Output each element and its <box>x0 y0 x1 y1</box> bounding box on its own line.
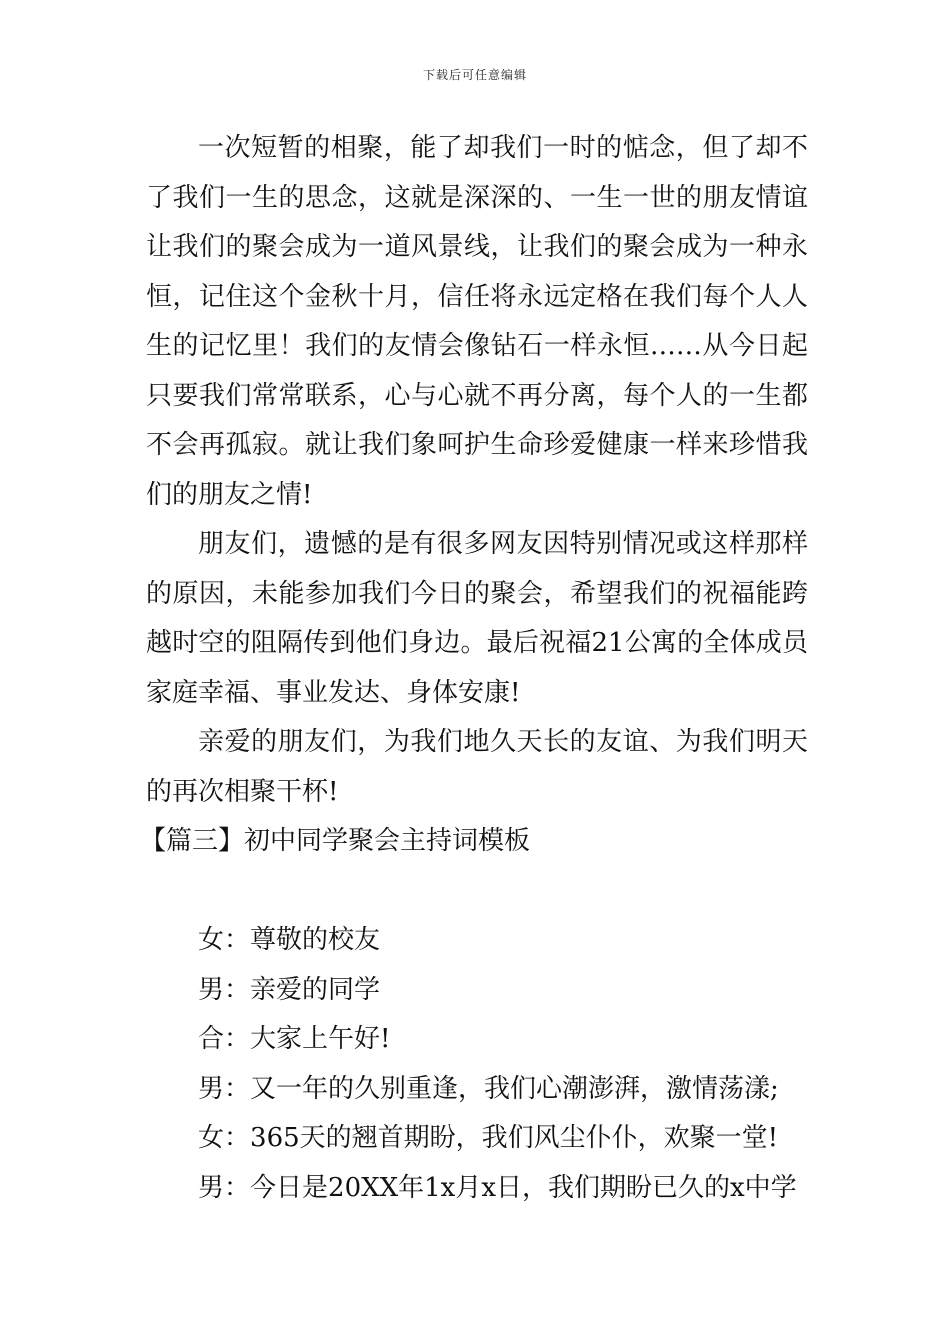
paragraph-2: 朋友们，遗憾的是有很多网友因特别情况或这样那样的原因，未能参加我们今日的聚会，希望我们的祝福能跨越时空的阻隔传到他们身边。最后祝福21公寓的全体成员家庭幸福、事业发达、身体安康! <box>146 529 808 708</box>
speaker-colon: ： <box>224 1123 251 1153</box>
speaker-label: 男 <box>198 1172 225 1203</box>
dialogue-text: 亲爱的同学 <box>250 974 381 1005</box>
dialogue-line <box>146 966 808 1016</box>
speaker-colon: ： <box>224 925 251 955</box>
dialogue-text: 今日是20XX年1x月x日，我们期盼已久的x中学 <box>250 1172 797 1203</box>
blank-line <box>146 867 808 917</box>
speaker-colon: ： <box>224 974 251 1005</box>
speaker-label: 合 <box>198 1024 225 1054</box>
dialogue-line <box>146 1164 808 1214</box>
paragraph-1: 一次短暂的相聚，能了却我们一时的惦念，但了却不了我们一生的思念，这就是深深的、一生一世的朋友情谊让我们的聚会成为一道风景线，让我们的聚会成为一种永恒，记住这个金秋十月，信任将永远定格在我们每个人人生的记忆里！我们的友情会像钻石一样永恒……从今日起只要我们常常联系，心与心就不再分离，每个人的一生都不会再孤寂。就让我们象呵护生命珍爱健康一样来珍惜我们的朋友之情! <box>146 133 808 510</box>
section-heading: 【篇三】初中同学聚会主持词模板 <box>140 826 531 856</box>
speaker-label: 男 <box>198 1073 225 1104</box>
dialogue-text: 大家上午好! <box>250 1024 391 1054</box>
dialogue-text: 又一年的久别重逢，我们心潮澎湃，激情荡漾; <box>250 1073 779 1104</box>
speaker-colon: ： <box>224 1073 251 1104</box>
speaker-label: 男 <box>198 974 225 1005</box>
dialogue-line <box>146 916 808 966</box>
paragraph-3: 亲爱的朋友们，为我们地久天长的友谊、为我们明天的再次相聚干杯! <box>146 727 808 807</box>
dialogue-line <box>146 1015 808 1065</box>
speaker-colon: ： <box>224 1172 251 1203</box>
dialogue-text: 365天的翘首期盼，我们风尘仆仆，欢聚一堂! <box>250 1123 779 1153</box>
page-header-note: 下载后可任意编辑 <box>422 68 527 82</box>
document-body <box>140 124 808 1213</box>
dialogue-line <box>146 1065 808 1115</box>
speaker-colon: ： <box>224 1024 251 1054</box>
dialogue-line <box>146 1114 808 1164</box>
speaker-label: 女 <box>198 925 225 955</box>
dialogue-text: 尊敬的校友 <box>250 925 381 955</box>
speaker-label: 女 <box>198 1123 225 1153</box>
